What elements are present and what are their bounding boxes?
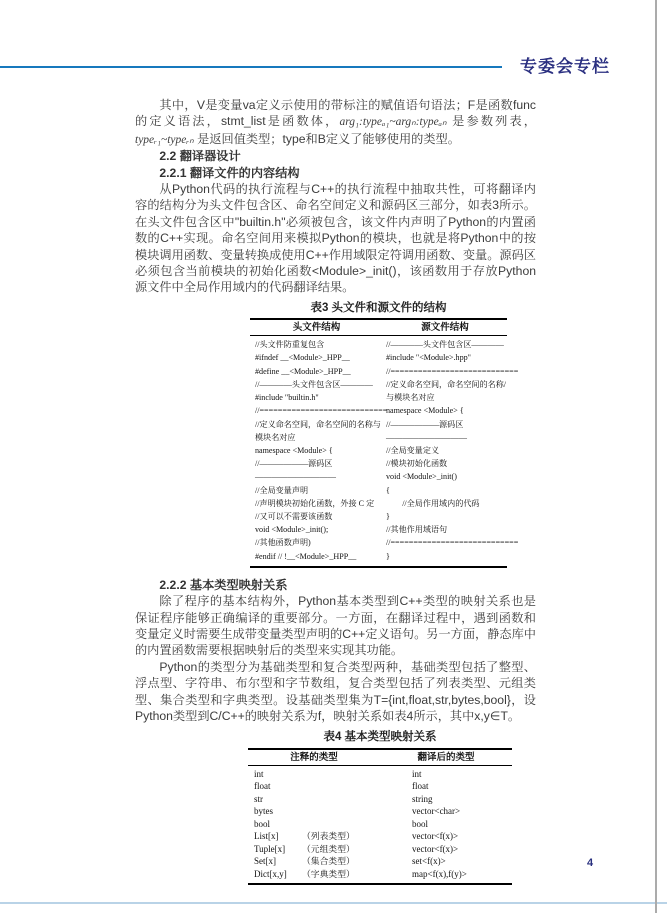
code-line: //============================ <box>386 366 519 376</box>
code-line: //============================ <box>255 406 388 416</box>
code-line: //————头文件包含区———— <box>386 340 504 350</box>
table-row <box>248 855 512 868</box>
table-cell-mapped: set<f(x)> <box>412 856 446 867</box>
table-cell-note <box>302 805 412 818</box>
table-cell-note <box>302 768 412 781</box>
table-cell-mapped: vector<f(x)> <box>412 843 459 854</box>
table-cell-note <box>302 780 412 793</box>
code-line: //定义命名空间，命名空间的名称/ <box>386 379 507 389</box>
code-line: 与模块名对应 <box>386 393 435 403</box>
code-line: //全局变量声明 <box>255 485 309 495</box>
code-line: } <box>386 551 390 561</box>
code-line: //声明模块初始化函数，外接 C 定 <box>255 498 375 508</box>
table-cell-mapped: vector<f(x)> <box>412 831 459 842</box>
table-cell-type: Tuple[x] <box>254 843 286 854</box>
table-row <box>248 843 512 856</box>
section-heading-2-2-1: 2.2.1 翻译文件的内容结构 <box>159 165 300 180</box>
code-line: #include "builtin.h" <box>255 393 319 403</box>
math-return-types-expression: typeᵣ₁~typeᵣₙ <box>135 133 194 146</box>
intro-text-2: 是参数列表， <box>446 114 536 129</box>
code-line: //定义命名空间，命名空间的名称与 <box>255 419 381 429</box>
table3-header-header-file: 头文件结构 <box>292 322 341 334</box>
table-row <box>248 780 512 793</box>
table-cell-type: str <box>254 793 263 804</box>
table4-caption: 表4 基本类型映射关系 <box>323 731 437 744</box>
table-cell-note: （集合类型） <box>302 856 355 867</box>
table-cell-mapped: vector<char> <box>412 806 461 817</box>
table-cell-type: bytes <box>254 806 273 817</box>
table-row <box>248 868 512 881</box>
code-line: namespace <Module> { <box>255 445 333 455</box>
table-cell-type: bool <box>254 818 271 829</box>
code-line: //全局变量定义 <box>386 445 440 455</box>
table4-header-row <box>248 750 512 766</box>
table3-header-source-file: 源文件结构 <box>421 322 469 334</box>
code-line: //============================ <box>386 538 519 548</box>
table4-type-mapping <box>248 748 512 886</box>
code-line: { <box>386 485 390 495</box>
code-line: void <Module>_init(); <box>255 525 329 535</box>
table-cell-mapped: int <box>412 768 422 779</box>
paragraph-2-2-2-b: Python的类型分为基础类型和复合类型两种，基础类型包括了整型、浮点型、字符串、布尔型和字节数组，复合类型包括了列表类型、元组类型、集合类型和字典类型。设基础类型集为T={int,float,str,bytes,bool}，设Python类型到C/C++的映射关系为f，映射关系如表4所示，其中x,y∈T。 <box>135 659 536 723</box>
header-accent-rule <box>0 66 502 68</box>
paragraph-2-2-2-a: 除了程序的基本结构外，Python基本类型到C++类型的映射关系也是保证程序能够正确编译的重要部分。一方面，在翻译过程中，遇到函数和变量定义时需要生成带变量类型声明的C++定义语句。另一方面，静态库中的内置函数需要根据映射后的类型来实现其功能。 <box>135 594 536 658</box>
paragraph-2-2-1: 从Python代码的执行流程与C++的执行流程中抽取共性，可将翻译内容的结构分为头文件包含区、命名空间定义和源码区三部分，如表3所示。在头文件包含区中"builtin.h"必须被包含，该文件内声明了Python的内置函数的C++实现。命名空间用来模拟Python的模块，也就是将Python中的按模块调用函数、变量转换成使用C++作用域限定符调用函数、变量。源码区必须包含当前模块的初始化函数<Module>_init()，该函数用于存放Python源文件中全局作用域内的代码翻译结果。 <box>135 182 537 295</box>
table-row <box>248 818 512 831</box>
table-row <box>248 805 512 818</box>
code-line: //全局作用域内的代码 <box>386 498 480 508</box>
code-line: —————————— <box>255 472 336 482</box>
code-line: #include "<Module>.hpp" <box>386 353 471 363</box>
table-row <box>248 830 512 843</box>
table3-body <box>250 336 519 565</box>
code-line: //又可以不需要该函数 <box>255 511 333 521</box>
code-line: void <Module>_init() <box>386 472 457 482</box>
math-params-expression: arg₁:typeₐ₁~argₙ:typeₐₙ <box>339 116 447 129</box>
code-line: //——————源码区 <box>255 459 333 469</box>
table-cell-type: float <box>254 781 271 792</box>
code-line: #endif // !__<Module>_HPP__ <box>255 551 357 561</box>
paragraph-intro <box>135 97 536 148</box>
table-cell-type: List[x] <box>254 831 279 842</box>
table-cell-note: （元组类型） <box>302 843 355 854</box>
table3-column-header-file <box>250 338 388 562</box>
code-line: //————头文件包含区———— <box>255 379 373 389</box>
code-line: #ifndef __<Module>_HPP__ <box>255 353 350 363</box>
table-cell-mapped: string <box>412 793 433 804</box>
page-right-edge-line <box>655 0 657 913</box>
code-line: //头文件防重复包含 <box>255 340 325 350</box>
table-cell-mapped: bool <box>412 818 429 829</box>
table-cell-type: Set[x] <box>254 856 276 867</box>
table4-body <box>248 766 512 884</box>
page-body <box>135 97 536 885</box>
table4-header-translated-type: 翻译后的类型 <box>417 751 475 763</box>
intro-text-1: 其中，V是变量va定义示使用的带标注的赋值语句语法；F是函数func的定义语法，stmt_list是函数体， <box>135 98 536 129</box>
table-cell-type: int <box>254 768 264 779</box>
code-line: } <box>386 511 390 521</box>
code-line: namespace <Module> { <box>386 406 464 416</box>
running-head-column-title: 专委会专栏 <box>520 57 610 76</box>
table3-caption: 表3 头文件和源文件的结构 <box>310 301 447 314</box>
table-row <box>248 793 512 806</box>
code-line: 模块名对应 <box>255 432 296 442</box>
table4-header-annotated-type: 注释的类型 <box>290 751 338 763</box>
footer-accent-rule <box>0 902 667 904</box>
code-line: #define __<Module>_HPP__ <box>255 366 351 376</box>
code-line: //其他函数声明) <box>255 538 311 548</box>
table-cell-note: （字典类型） <box>302 868 355 879</box>
code-line: //——————源码区 <box>386 419 464 429</box>
table-cell-type: Dict[x,y] <box>254 868 287 879</box>
table-row <box>248 768 512 781</box>
table3-column-source-file <box>383 338 518 562</box>
intro-text-3: 是返回值类型；type和B定义了能够使用的类型。 <box>193 131 460 146</box>
table-cell-note <box>302 818 412 831</box>
code-line: //其他作用域语句 <box>386 525 448 535</box>
table-cell-mapped: float <box>412 781 429 792</box>
table-cell-note: （列表类型） <box>302 831 355 842</box>
table3-file-structure <box>250 318 519 567</box>
code-line: —————————— <box>386 432 467 442</box>
page-number: 4 <box>587 857 594 869</box>
code-line: //模块初始化函数 <box>386 459 448 469</box>
section-heading-2-2-2: 2.2.2 基本类型映射关系 <box>159 577 288 592</box>
table3-header-row <box>250 320 507 336</box>
table-cell-note <box>302 793 412 806</box>
table-cell-mapped: map<f(x),f(y)> <box>412 868 467 879</box>
section-heading-2-2: 2.2 翻译器设计 <box>159 149 241 164</box>
